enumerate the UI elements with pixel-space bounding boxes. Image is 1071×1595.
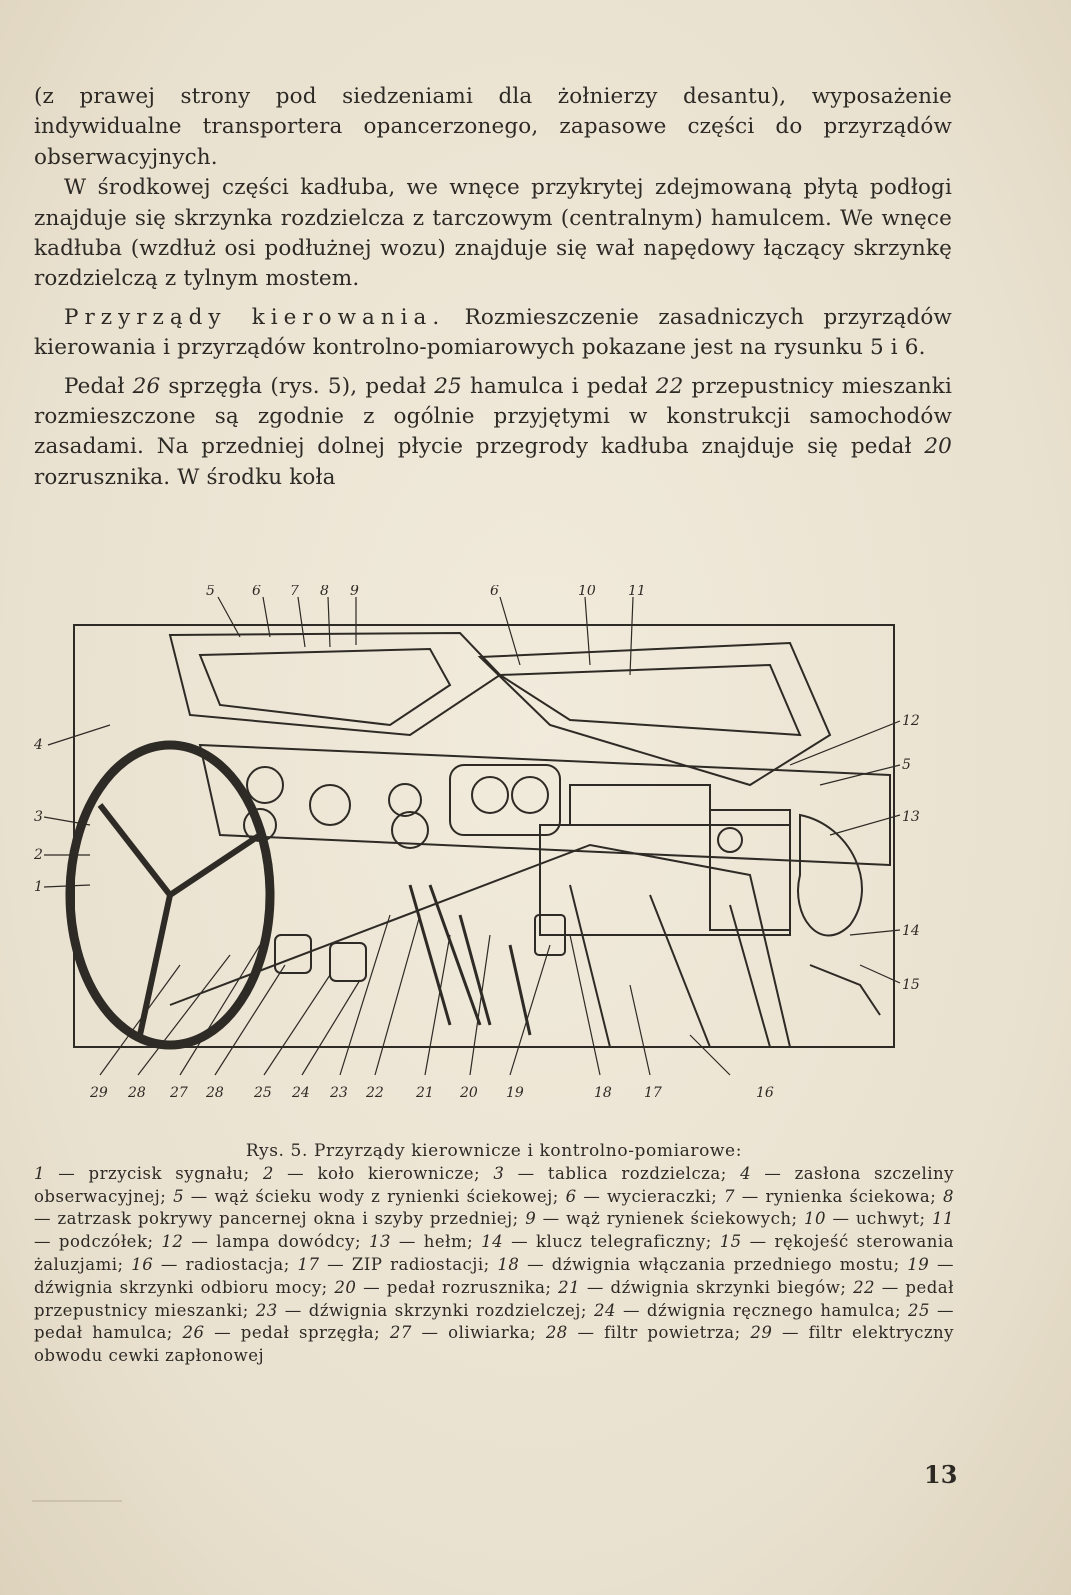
legend-text: — wycieraczki; (576, 1186, 725, 1206)
legend-text: — uchwyt; (825, 1209, 933, 1229)
legend-text: — ZIP radiostacji; (319, 1254, 498, 1274)
figure-drawing (30, 585, 930, 1125)
leader-lines-top (218, 597, 633, 675)
legend-text: — dźwignia włączania przedniego mostu; (519, 1254, 908, 1274)
label-top: 6 (252, 585, 261, 599)
gauge (310, 785, 350, 825)
legend-number: 1 (34, 1163, 45, 1183)
ref-22: 22 (655, 373, 684, 399)
caption-legend (34, 1164, 954, 1365)
shutter-handle (810, 965, 880, 1015)
p4-part: sprzęgła (rys. 5), pedał (160, 373, 435, 399)
label-top: 11 (628, 585, 646, 599)
legend-text: — pedał przepustnicy mieszanki; (34, 1277, 954, 1320)
legend-text: — dźwignia skrzynki rozdzielczej; (277, 1300, 594, 1320)
ref-20: 20 (924, 434, 952, 460)
floor-lines (570, 885, 770, 1047)
legend-text: — wąż rynienek ściekowych; (536, 1209, 804, 1229)
leader-lines-right (790, 721, 900, 983)
legend-text: — dźwignia ręcznego hamulca; (615, 1300, 908, 1320)
legend-text: — oliwiarka; (411, 1323, 546, 1343)
legend-number: 28 (545, 1323, 568, 1343)
legend-text: — zasłona szczeliny obserwacyjnej; (34, 1163, 954, 1206)
legend-number: 19 (907, 1254, 930, 1274)
label-top: 5 (206, 585, 215, 599)
legend-text: — dźwignia skrzynki odbioru mocy; (34, 1254, 954, 1297)
p4-part: rozrusznika. W środku koła (34, 464, 336, 490)
legend-number: 29 (750, 1323, 773, 1343)
label-left: 2 (34, 847, 43, 863)
label-bottom: 21 (416, 1085, 434, 1101)
paragraph-2: W środkowej części kadłuba, we wnęce przykrytej zdejmowaną płytą podłogi znajduje się skrzynka rozdzielcza z tarczowym (centralnym) hamulcem. We wnęce kadłuba (wzdłuż osi podłużnej wozu) znajduje się wał napędowy łączący skrzynkę rozdzielczą z tylnym mostem. (34, 175, 952, 292)
legend-number: 12 (161, 1232, 184, 1252)
label-bottom: 23 (330, 1085, 348, 1101)
legend-number: 9 (525, 1209, 537, 1229)
legend-number: 16 (131, 1254, 154, 1274)
label-bottom: 17 (644, 1085, 662, 1101)
legend-text: — zatrzask pokrywy pancernej okna i szyby przedniej; (34, 1209, 526, 1229)
label-bottom: 22 (366, 1085, 384, 1101)
label-bottom: 28 (128, 1085, 146, 1101)
legend-number: 3 (493, 1163, 505, 1183)
legend-number: 13 (368, 1232, 391, 1252)
legend-number: 15 (719, 1232, 742, 1252)
label-right: 12 (902, 713, 920, 729)
label-bottom: 19 (506, 1085, 524, 1101)
legend-text: — tablica rozdzielcza; (504, 1163, 741, 1183)
legend-number: 25 (908, 1300, 930, 1320)
legend-number: 11 (932, 1209, 955, 1229)
legend-number: 17 (297, 1254, 320, 1274)
ref-25: 25 (434, 373, 462, 399)
label-bottom: 20 (460, 1085, 478, 1101)
legend-text: — wąż ścieku wody z rynienki ściekowej; (184, 1186, 566, 1206)
legend-text: — filtr powietrza; (567, 1323, 751, 1343)
legend-number: 22 (853, 1277, 876, 1297)
window-right-inner (500, 665, 800, 735)
paragraph-3 (34, 303, 952, 364)
body-text (34, 82, 952, 493)
legend-text: — dźwignia skrzynki biegów; (580, 1277, 854, 1297)
legend-number: 8 (942, 1186, 954, 1206)
ref-26: 26 (132, 373, 161, 399)
caption-title: Rys. 5. Przyrządy kierownicze i kontrolno-pomiarowe: (245, 1141, 743, 1161)
p4-part: hamulca i pedał (461, 373, 656, 399)
legend-number: 2 (262, 1163, 274, 1183)
pedal (330, 943, 366, 981)
legend-text: — pedał hamulca; (34, 1300, 954, 1343)
label-bottom: 25 (254, 1085, 272, 1101)
gauge (512, 777, 548, 813)
legend-number: 26 (182, 1323, 205, 1343)
legend-text: — rynienka ściekowa; (735, 1186, 943, 1206)
label-top: 7 (290, 585, 299, 599)
section-heading: Przyrządy kierowania. (64, 304, 446, 330)
label-bottom: 28 (206, 1085, 224, 1101)
legend-text: — radiostacja; (153, 1254, 298, 1274)
p4-part: przepustnicy mieszanki rozmieszczone są zgodnie z ogólnie przyjętymi w konstrukcji samochodów zasadami. Na przedniej dolnej płycie przegrody kadłuba znajduje się pedał (34, 373, 952, 460)
legend-text: — klucz telegraficzny; (503, 1232, 720, 1252)
instrument-strip (570, 785, 710, 825)
figure-caption (34, 1140, 954, 1368)
legend-text: — koło kierownicze; (273, 1163, 494, 1183)
label-top: 10 (578, 585, 596, 599)
label-right: 14 (902, 923, 920, 939)
gauge (472, 777, 508, 813)
legend-number: 6 (565, 1186, 577, 1206)
legend-number: 18 (497, 1254, 520, 1274)
helmet (798, 815, 862, 935)
legend-text: — pedał rozrusznika; (356, 1277, 559, 1297)
gauge (247, 767, 283, 803)
label-bottom: 24 (292, 1085, 310, 1101)
gauge (718, 828, 742, 852)
page-number: 13 (924, 1460, 958, 1489)
label-top: 6 (490, 585, 499, 599)
legend-text: — przycisk sygnału; (45, 1163, 263, 1183)
paragraph-3-text: Rozmieszczenie zasadniczych przyrządów kierowania i przyrządów kontrolno-pomiarowych pokazane jest na rysunku 5 i 6. (34, 304, 952, 361)
label-right: 13 (902, 809, 920, 825)
paragraph-1: (z prawej strony pod siedzeniami dla żołnierzy desantu), wyposażenie indywidualne transportera opancerzonego, zapasowe części do przyrządów obserwacyjnych. (34, 84, 952, 170)
legend-text: — hełm; (390, 1232, 482, 1252)
legend-number: 24 (593, 1300, 616, 1320)
paragraph-4 (34, 372, 952, 494)
legend-number: 10 (803, 1209, 826, 1229)
p4-part: Pedał (64, 373, 133, 399)
label-bottom: 16 (756, 1085, 774, 1101)
legend-number: 27 (389, 1323, 412, 1343)
legend-number: 7 (724, 1186, 736, 1206)
gauge (389, 784, 421, 816)
label-right: 15 (902, 977, 920, 993)
legend-number: 4 (740, 1163, 752, 1183)
label-bottom: 27 (170, 1085, 188, 1101)
legend-text: — podczółek; (34, 1232, 162, 1252)
legend-number: 20 (334, 1277, 357, 1297)
label-right: 5 (902, 757, 911, 773)
legend-number: 14 (481, 1232, 504, 1252)
window-left-inner (200, 649, 450, 725)
label-bottom: 29 (90, 1085, 108, 1101)
label-left: 1 (34, 879, 43, 895)
label-bottom: 18 (594, 1085, 612, 1101)
legend-number: 21 (558, 1277, 581, 1297)
ink-smudge (32, 1500, 122, 1502)
legend-text: — filtr elektryczny obwodu cewki zapłonowej (34, 1323, 954, 1366)
windshield-right (480, 643, 830, 785)
legend-number: 5 (173, 1186, 185, 1206)
legend-text: — pedał sprzęgła; (204, 1323, 390, 1343)
label-left: 3 (34, 809, 43, 825)
legend-text: — lampa dowódcy; (183, 1232, 369, 1252)
label-top: 8 (320, 585, 329, 599)
legend-number: 23 (255, 1300, 278, 1320)
label-left: 4 (34, 737, 43, 753)
legend-text: — rękojeść sterowania żaluzjami; (34, 1232, 954, 1274)
label-top: 9 (350, 585, 359, 599)
